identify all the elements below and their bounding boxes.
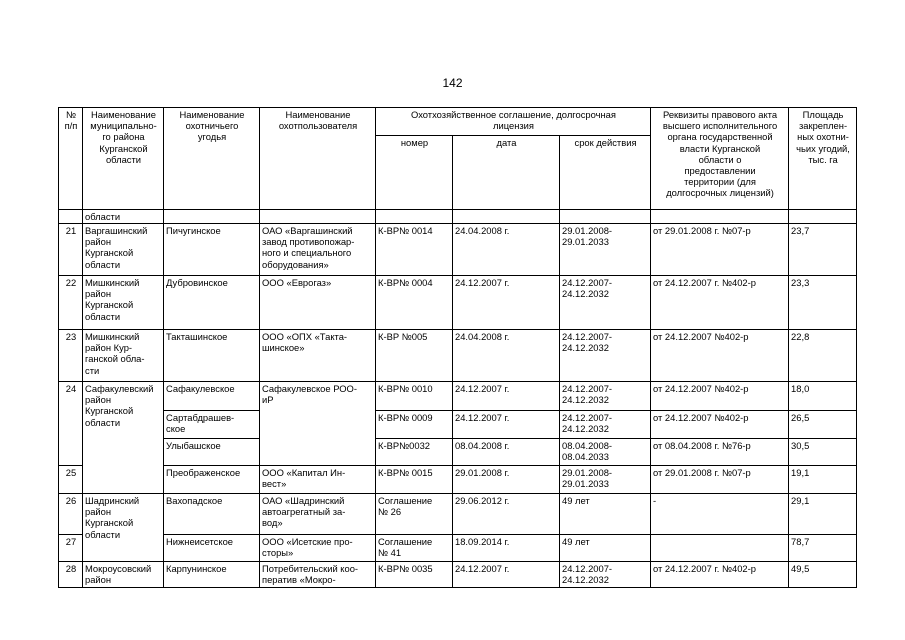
- cell-act: от 24.12.2007 №402-р: [651, 382, 789, 411]
- cell-term: 49 лет: [560, 535, 651, 562]
- cell-district: Мокроусовский район: [83, 562, 164, 588]
- cell-number: К-ВР№ 0004: [376, 276, 453, 330]
- cell-term: 08.04.2008- 08.04.2033: [560, 439, 651, 466]
- cell-date: 24.04.2008 г.: [453, 330, 560, 382]
- cell-area: 23,3: [789, 276, 857, 330]
- cell-area: 18,0: [789, 382, 857, 411]
- cell-number: К-ВР№0032: [376, 439, 453, 466]
- cell-ground: Такташинское: [164, 330, 260, 382]
- table-row: [59, 562, 857, 588]
- cell-area: 23,7: [789, 224, 857, 276]
- cell-act: от 24.12.2007 №402-р: [651, 330, 789, 382]
- cell-number: К-ВР№ 0010: [376, 382, 453, 411]
- cell-number: К-ВР№ 0009: [376, 411, 453, 439]
- cell-user: Потребительский коо- ператив «Мокро-: [260, 562, 376, 588]
- table-row: [59, 494, 857, 535]
- cell-area: 26,5: [789, 411, 857, 439]
- table-row: [59, 466, 857, 494]
- table-row: [59, 224, 857, 276]
- header-area: Площадь закреплен- ных охотни- чьих угодий, тыс. га: [789, 108, 857, 210]
- cell-ground: Преображенское: [164, 466, 260, 494]
- table-row: [59, 276, 857, 330]
- cell-term: 24.12.2007- 24.12.2032: [560, 562, 651, 588]
- table-row: [59, 382, 857, 411]
- cell-ground: Нижнеисетское: [164, 535, 260, 562]
- cell-term: 24.12.2007- 24.12.2032: [560, 276, 651, 330]
- cell-district: Мишкинский район Кур- ганской обла- сти: [83, 330, 164, 382]
- table-row: [59, 210, 857, 224]
- cell-number: Соглашение № 41: [376, 535, 453, 562]
- cell-num: 24: [59, 382, 83, 466]
- cell-number: Соглашение № 26: [376, 494, 453, 535]
- cell-area: 78,7: [789, 535, 857, 562]
- header-agreement-term: срок действия: [560, 136, 651, 210]
- cell-date: 08.04.2008 г.: [453, 439, 560, 466]
- cell-term: 29.01.2008- 29.01.2033: [560, 466, 651, 494]
- cell-term: 49 лет: [560, 494, 651, 535]
- table-row: [59, 411, 857, 439]
- cell-act: от 24.12.2007 г. №402-р: [651, 276, 789, 330]
- cell-num: 23: [59, 330, 83, 382]
- cell-district: области: [83, 210, 164, 224]
- cell-number: К-ВР№ 0015: [376, 466, 453, 494]
- cell-area: 19,1: [789, 466, 857, 494]
- cell-act: -: [651, 494, 789, 535]
- cell-user: ООО «ОПХ «Такта- шинское»: [260, 330, 376, 382]
- cell-ground: Карпунинское: [164, 562, 260, 588]
- cell-number: К-ВР№ 0035: [376, 562, 453, 588]
- header-user: Наименование охотпользователя: [260, 108, 376, 210]
- cell-date: 24.04.2008 г.: [453, 224, 560, 276]
- cell-ground: Пичугинское: [164, 224, 260, 276]
- header-agreement-date: дата: [453, 136, 560, 210]
- cell-act: [651, 535, 789, 562]
- header-agreement: Охотхозяйственное соглашение, долгосрочная лицензия: [376, 108, 651, 136]
- cell-district: Мишкинский район Курганской области: [83, 276, 164, 330]
- cell-date: 24.12.2007 г.: [453, 562, 560, 588]
- cell-ground: Сафакулевское: [164, 382, 260, 411]
- cell-ground: Улыбашское: [164, 439, 260, 466]
- cell-number: К-ВР №005: [376, 330, 453, 382]
- cell-area: 22,8: [789, 330, 857, 382]
- cell-term: 24.12.2007- 24.12.2032: [560, 411, 651, 439]
- cell-district: Шадринский район Курганской области: [83, 494, 164, 562]
- cell-date: 24.12.2007 г.: [453, 382, 560, 411]
- cell-number: К-ВР№ 0014: [376, 224, 453, 276]
- cell-num: 27: [59, 535, 83, 562]
- cell-date: 24.12.2007 г.: [453, 411, 560, 439]
- header-row: [59, 108, 857, 136]
- cell-date: 18.09.2014 г.: [453, 535, 560, 562]
- cell-act: от 24.12.2007 №402-р: [651, 411, 789, 439]
- cell-date: 29.01.2008 г.: [453, 466, 560, 494]
- header-legal-act: Реквизиты правового акта высшего исполнительного органа государственной власти Курганской области о предоставлении территории (для долгосрочных лицензий): [651, 108, 789, 210]
- cell-num: 25: [59, 466, 83, 494]
- cell-act: от 29.01.2008 г. №07-р: [651, 466, 789, 494]
- cell-area: 29,1: [789, 494, 857, 535]
- cell-act: от 29.01.2008 г. №07-р: [651, 224, 789, 276]
- cell-date: 29.06.2012 г.: [453, 494, 560, 535]
- cell-num: 22: [59, 276, 83, 330]
- cell-act: от 08.04.2008 г. №76-р: [651, 439, 789, 466]
- table-row: [59, 535, 857, 562]
- table-row: [59, 439, 857, 466]
- cell-user: ОАО «Шадринский автоагрегатный за- вод»: [260, 494, 376, 535]
- header-num: № п/п: [59, 108, 83, 210]
- cell-user: ООО «Исетские про- сторы»: [260, 535, 376, 562]
- cell-ground: Вахопадское: [164, 494, 260, 535]
- header-district: Наименование муниципально- го района Курганской области: [83, 108, 164, 210]
- hunting-grounds-table: [58, 107, 857, 588]
- cell-term: 29.01.2008- 29.01.2033: [560, 224, 651, 276]
- page-number: 142: [442, 76, 463, 90]
- cell-user: ОАО «Варгашинский завод противопожар- ного и специального оборудования»: [260, 224, 376, 276]
- cell-num: 28: [59, 562, 83, 588]
- cell-term: 24.12.2007- 24.12.2032: [560, 382, 651, 411]
- header-hunting-ground: Наименование охотничьего угодья: [164, 108, 260, 210]
- cell-user: ООО «Еврогаз»: [260, 276, 376, 330]
- cell-num: 26: [59, 494, 83, 535]
- header-agreement-number: номер: [376, 136, 453, 210]
- cell-area: 30,5: [789, 439, 857, 466]
- cell-date: 24.12.2007 г.: [453, 276, 560, 330]
- cell-ground: Сартабдрашев- ское: [164, 411, 260, 439]
- cell-user: Сафакулевское РОО- иР: [260, 382, 376, 466]
- cell-area: 49,5: [789, 562, 857, 588]
- cell-num: 21: [59, 224, 83, 276]
- table-row: [59, 330, 857, 382]
- cell-district: Сафакулевский район Курганской области: [83, 382, 164, 494]
- cell-user: ООО «Капитал Ин- вест»: [260, 466, 376, 494]
- cell-act: от 24.12.2007 г. №402-р: [651, 562, 789, 588]
- cell-district: Варгашинский район Курганской области: [83, 224, 164, 276]
- cell-ground: Дубровинское: [164, 276, 260, 330]
- cell-term: 24.12.2007- 24.12.2032: [560, 330, 651, 382]
